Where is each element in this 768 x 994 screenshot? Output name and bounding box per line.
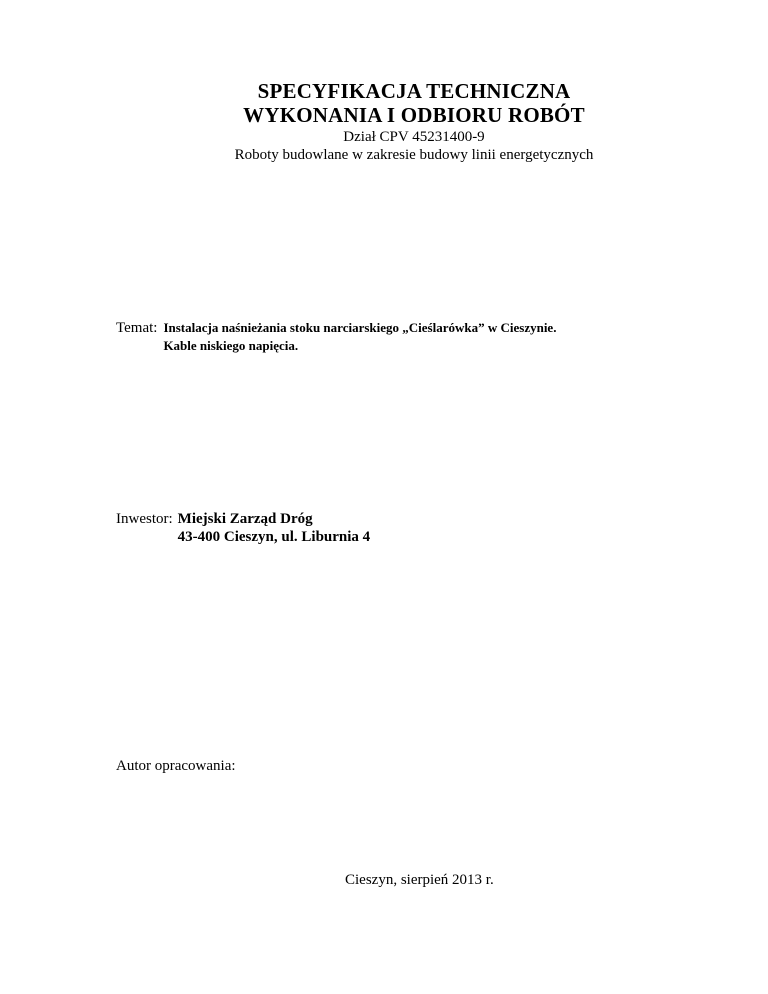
investor-address: 43-400 Cieszyn, ul. Liburnia 4 <box>177 529 371 545</box>
place-and-date: Cieszyn, sierpień 2013 r. <box>345 872 494 888</box>
document-header <box>0 79 768 164</box>
subject-line-2: Kable niskiego napięcia. <box>163 338 299 353</box>
author-label: Autor opracowania: <box>116 758 236 774</box>
cpv-code: Dział CPV 45231400-9 <box>343 129 485 145</box>
document-title-line-2: WYKONANIA I ODBIORU ROBÓT <box>243 103 585 127</box>
works-description: Roboty budowlane w zakresie budowy linii energetycznych <box>234 147 594 163</box>
subject-line-1: Instalacja naśnieżania stoku narciarskiego „Cieślarówka” w Cieszynie. <box>163 320 557 335</box>
subject-values <box>163 319 556 355</box>
investor-name: Miejski Zarząd Dróg <box>177 511 313 527</box>
investor-values <box>178 510 371 546</box>
subject-label: Temat: <box>116 320 158 336</box>
document-title-line-1: SPECYFIKACJA TECHNICZNA <box>257 79 571 103</box>
investor-field <box>116 510 370 546</box>
investor-label: Inwestor: <box>116 511 173 527</box>
subject-field <box>116 319 556 355</box>
